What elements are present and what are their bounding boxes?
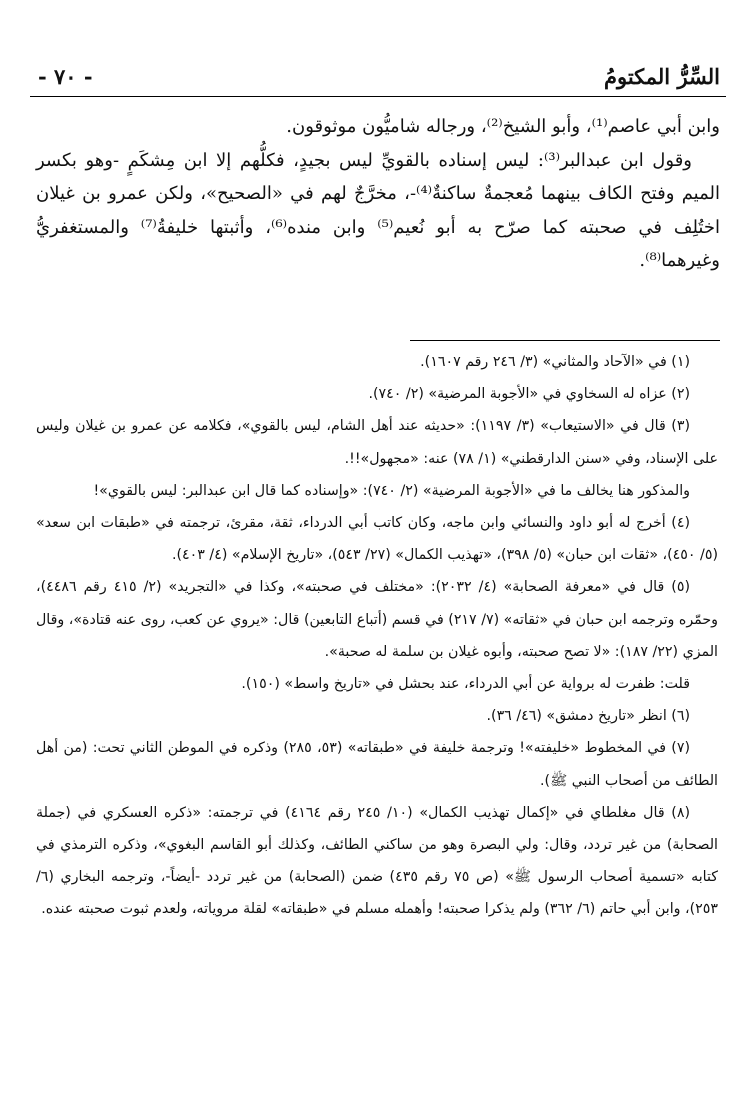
footnote: (٢) عزاه له السخاوي في «الأجوبة المرضية» (٢/ ٧٤٠). bbox=[368, 386, 690, 403]
footnote-remark: قلت: ظفرت له برواية عن أبي الدرداء، عند بحشل في «تاريخ واسط» (١٥٠). bbox=[241, 676, 690, 693]
running-header bbox=[30, 62, 726, 97]
main-paragraph: وقول ابن عبدالبر⁽³⁾: ليس إسناده بالقويِّ ليس بجيدٍ، فكلُّهم إلا ابن مِشكَمٍ -وهو بكسر الميم وفتح الكاف بينهما مُعجمةٌ ساكنةٌ⁽⁴⁾-، مخرَّجٌ لهم في «الصحيح»، ولكن عمرو بن غيلان اختُلِف في صحبته كما صرّح به أبو نُعيم⁽⁵⁾ وابن منده⁽⁶⁾، وأثبتها خليفةُ⁽⁷⁾ والمستغفريُّ وغيرهما⁽⁸⁾. bbox=[36, 149, 720, 271]
page-number: - ٧٠ - bbox=[38, 64, 93, 89]
footnote: (٦) انظر «تاريخ دمشق» (٤٦/ ٣٦). bbox=[486, 708, 690, 725]
footnote: (٥) قال في «معرفة الصحابة» (٤/ ٢٠٣٢): «مختلف في صحبته»، وكذا في «التجريد» (٢/ ٤١٥ رقم ٤٤٨٦)، وحمّره وترجمه ابن حبان في «ثقاته» (٧/ ٢١٧) في قسم (أتباع التابعين) قال: «يروي عن كعب، روى عنه قتادة»، وقال المزي (٢٢/ ١٨٧): «لا تصح صحبته، وأبوه غيلان بن سلمة له صحبة». bbox=[36, 579, 719, 660]
book-title: السِّرُّ المكتومُ bbox=[603, 64, 720, 89]
footnote: (٤) أخرج له أبو داود والنسائي وابن ماجه، وكان كاتب أبي الدرداء، ثقة، مقرئ، ترجمته في «طبقات ابن سعد» (٥/ ٤٥٠)، «ثقات ابن حبان» (٥/ ٣٩٨)، «تهذيب الكمال» (٢٧/ ٥٤٣)، «تاريخ الإسلام» (٤/ ٤٠٣). bbox=[36, 515, 718, 564]
main-paragraph: وابن أبي عاصم⁽¹⁾، وأبو الشيخ⁽²⁾، ورجاله شاميُّون موثوقون. bbox=[286, 116, 720, 137]
footnote: (٧) في المخطوط «خليفته»! وترجمة خليفة في «طبقاته» (٥٣، ٢٨٥) وذكره في الموطن الثاني تحت: (من أهل الطائف من أصحاب النبي ﷺ). bbox=[36, 740, 718, 789]
footnote: والمذكور هنا يخالف ما في «الأجوبة المرضية» (٢/ ٧٤٠): «وإسناده كما قال ابن عبدالبر: ليس بالقوي»! bbox=[93, 482, 690, 499]
footnote-separator bbox=[410, 340, 720, 341]
footnote: (٨) قال مغلطاي في «إكمال تهذيب الكمال» (١٠/ ٢٤٥ رقم ٤١٦٤) في ترجمته: «ذكره العسكري في (جملة الصحابة) من غير تردد، وقال: ولي البصرة وهو من ساكني الطائف، وكذلك أبو القاسم البغوي»، وذكره الترمذي في كتابه «تسمية أصحاب الرسول ﷺ» (ص ٧٥ رقم ٤٣٥) ضمن (الصحابة) من غير تردد -أيضاً-، وترجمه البخاري (٦/ ٢٥٣)، وابن أبي حاتم (٦/ ٣٦٢) ولم يذكرا صحبته! وأهمله مسلم في «طبقاته» لقلة مروياته، ولعدم ثبوت صحبته عنده. bbox=[36, 804, 719, 918]
footnote: (١) في «الآحاد والمثاني» (٣/ ٢٤٦ رقم ١٦٠٧). bbox=[420, 354, 690, 370]
footnote: (٣) قال في «الاستيعاب» (٣/ ١١٩٧): «حديثه عند أهل الشام، ليس بالقوي»، فكلامه عن عمرو بن غيلان وليس على الإسناد، وفي «سنن الدارقطني» (١/ ٧٨) عنه: «مجهول»!!. bbox=[36, 418, 718, 467]
main-text bbox=[36, 110, 720, 278]
footnotes bbox=[36, 346, 718, 926]
